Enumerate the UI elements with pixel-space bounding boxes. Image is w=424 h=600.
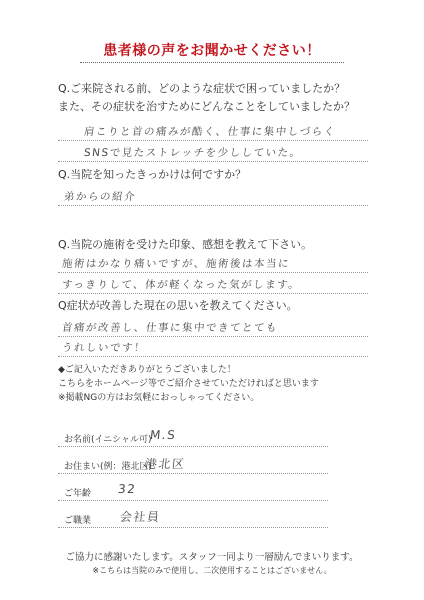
age-rule [58, 500, 328, 501]
thanks-footer: ご協力に感謝いたします。スタッフ一同より一層励んでまいります。 [65, 552, 359, 563]
usage-footer: ※こちらは当院のみで使用し、二次使用することはございません。 [92, 566, 332, 575]
ng-note: ※掲載NGの方はお気軽におっしゃってください。 [58, 393, 260, 403]
answer-1-line-2: SNSで見たストレッチを少ししていた。 [83, 147, 303, 159]
name-rule [58, 446, 328, 447]
answer-3-rule-1 [58, 272, 368, 273]
question-1-line-1: Q.ご来院される前、どのような症状で困っていましたか？ [58, 82, 346, 95]
question-3-line-1: Q.当院の施術を受けた印象、感想を教えて下さい。 [58, 238, 313, 251]
job-label: ご職業 [64, 516, 92, 526]
answer-4-rule-1 [58, 336, 368, 337]
answer-1-rule-2 [58, 161, 368, 162]
address-value: 港北区 [144, 457, 187, 471]
question-4-line-1: Q症状が改善した現在の思いを教えてください。 [58, 299, 298, 312]
answer-1-rule-1 [58, 140, 368, 141]
address-label: お住まい(例：港北区) [64, 462, 153, 472]
job-value: 会社員 [119, 510, 162, 524]
job-rule [58, 527, 328, 528]
address-rule [58, 473, 328, 474]
title-underline [80, 62, 344, 63]
question-2-line-1: Q.当院を知ったきっかけは何ですか？ [58, 168, 247, 181]
question-1-line-2: また、その症状を治すためにどんなことをしていましたか？ [58, 100, 355, 113]
answer-4-line-1: 首痛が改善し、仕事に集中できてとても [61, 322, 279, 334]
answer-1-line-1: 肩こりと首の痛みが酷く、仕事に集中しづらく [83, 126, 337, 138]
answer-2-line-1: 弟からの紹介 [63, 191, 137, 203]
answer-3-line-1: 施術はかなり痛いですが、施術後は本当に [61, 258, 291, 270]
age-value: 32 [117, 482, 138, 496]
answer-3-rule-2 [58, 293, 368, 294]
answer-4-line-2: うれしいです！ [61, 342, 147, 354]
thanks-note: ◆ご記入いただきありがとうございました！ [58, 365, 236, 375]
answer-2-rule-1 [58, 205, 368, 206]
name-value: M.S [149, 428, 178, 442]
page-title: 患者様の声をお聞かせください！ [103, 43, 321, 59]
homepage-note: こちらをホームページ等でご紹介させていただければと思います [58, 379, 319, 389]
name-label: お名前(イニシャル可) [64, 435, 152, 445]
age-label: ご年齢 [64, 489, 92, 499]
answer-4-rule-2 [58, 356, 368, 357]
answer-3-line-2: すっきりして、体が軽くなった気がします。 [61, 279, 301, 291]
